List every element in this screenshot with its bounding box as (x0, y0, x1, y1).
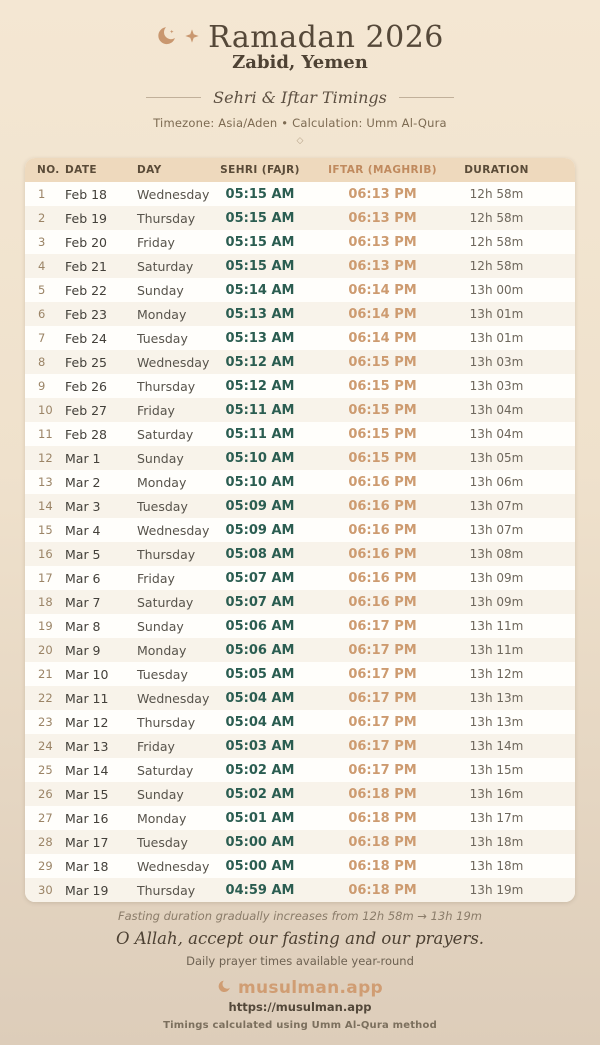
table-row (25, 518, 575, 542)
row-iftar-time: 06:17 PM (348, 666, 417, 682)
row-duration: 12h 58m (469, 259, 524, 273)
row-number: 12 (38, 451, 53, 465)
row-duration: 12h 58m (469, 187, 524, 201)
row-date: Mar 15 (65, 786, 109, 802)
row-day: Thursday (137, 210, 196, 226)
row-day: Sunday (137, 618, 184, 634)
row-iftar-time: 06:16 PM (348, 570, 417, 586)
table-row (25, 278, 575, 302)
location-subtitle: Zabid, Yemen (232, 52, 368, 73)
row-duration: 13h 13m (469, 691, 524, 705)
row-day: Sunday (137, 786, 184, 802)
row-duration: 13h 11m (469, 643, 524, 657)
col-header-day: DAY (137, 164, 162, 176)
row-day: Thursday (137, 882, 196, 898)
row-iftar-time: 06:18 PM (348, 882, 417, 898)
row-number: 7 (38, 331, 46, 345)
row-sehri-time: 05:07 AM (225, 594, 295, 610)
row-date: Mar 14 (65, 762, 109, 778)
four-pointed-star-icon (184, 28, 200, 48)
row-number: 9 (38, 379, 46, 393)
row-day: Thursday (137, 378, 196, 394)
row-number: 10 (38, 403, 53, 417)
row-date: Mar 3 (65, 498, 101, 514)
row-duration: 13h 13m (469, 715, 524, 729)
table-row (25, 470, 575, 494)
row-date: Feb 24 (65, 330, 108, 346)
row-sehri-time: 05:09 AM (225, 522, 295, 538)
row-iftar-time: 06:17 PM (348, 738, 417, 754)
row-iftar-time: 06:18 PM (348, 834, 417, 850)
row-duration: 13h 17m (469, 811, 524, 825)
row-number: 4 (38, 259, 46, 273)
row-duration: 13h 07m (469, 523, 524, 537)
timings-table (25, 158, 575, 902)
row-day: Sunday (137, 450, 184, 466)
row-duration: 13h 09m (469, 571, 524, 585)
row-date: Feb 27 (65, 402, 108, 418)
row-day: Tuesday (137, 834, 188, 850)
row-iftar-time: 06:18 PM (348, 810, 417, 826)
row-duration: 13h 04m (469, 403, 524, 417)
table-row (25, 542, 575, 566)
brand-url: https://musulman.app (228, 1000, 372, 1014)
row-date: Feb 19 (65, 210, 108, 226)
row-number: 19 (38, 619, 53, 633)
row-iftar-time: 06:14 PM (348, 306, 417, 322)
table-row (25, 422, 575, 446)
row-duration: 13h 18m (469, 859, 524, 873)
row-sehri-time: 05:15 AM (225, 210, 295, 226)
table-row (25, 734, 575, 758)
row-sehri-time: 05:06 AM (225, 642, 295, 658)
row-number: 15 (38, 523, 53, 537)
row-iftar-time: 06:15 PM (348, 426, 417, 442)
row-date: Mar 12 (65, 714, 109, 730)
row-iftar-time: 06:13 PM (348, 186, 417, 202)
row-date: Mar 9 (65, 642, 101, 658)
row-duration: 12h 58m (469, 211, 524, 225)
row-number: 29 (38, 859, 53, 873)
table-row (25, 446, 575, 470)
row-date: Mar 19 (65, 882, 109, 898)
row-number: 2 (38, 211, 46, 225)
table-row (25, 182, 575, 206)
row-date: Feb 21 (65, 258, 108, 274)
col-header-sehri: SEHRI (FAJR) (220, 164, 300, 176)
row-date: Mar 13 (65, 738, 109, 754)
row-sehri-time: 05:02 AM (225, 762, 295, 778)
row-sehri-time: 05:13 AM (225, 306, 295, 322)
row-duration: 13h 14m (469, 739, 524, 753)
row-day: Thursday (137, 714, 196, 730)
row-duration: 13h 04m (469, 427, 524, 441)
row-day: Wednesday (137, 354, 210, 370)
diamond-ornament: ◇ (296, 136, 304, 146)
row-sehri-time: 05:15 AM (225, 186, 295, 202)
row-day: Wednesday (137, 186, 210, 202)
table-row (25, 614, 575, 638)
row-date: Feb 20 (65, 234, 108, 250)
row-iftar-time: 06:17 PM (348, 690, 417, 706)
availability-note: Daily prayer times available year-round (186, 954, 414, 968)
row-date: Feb 26 (65, 378, 108, 394)
divider-line-left (146, 97, 201, 98)
row-duration: 13h 08m (469, 547, 524, 561)
page-footer (0, 909, 600, 1031)
row-sehri-time: 05:06 AM (225, 618, 295, 634)
row-day: Saturday (137, 762, 194, 778)
row-number: 30 (38, 883, 53, 897)
row-sehri-time: 05:05 AM (225, 666, 295, 682)
row-number: 28 (38, 835, 53, 849)
table-row (25, 830, 575, 854)
row-duration: 13h 06m (469, 475, 524, 489)
row-date: Feb 25 (65, 354, 108, 370)
row-sehri-time: 05:04 AM (225, 690, 295, 706)
row-number: 13 (38, 475, 53, 489)
row-duration: 13h 18m (469, 835, 524, 849)
row-sehri-time: 05:09 AM (225, 498, 295, 514)
row-sehri-time: 05:08 AM (225, 546, 295, 562)
timings-table-card (25, 158, 575, 902)
row-number: 20 (38, 643, 53, 657)
row-iftar-time: 06:16 PM (348, 546, 417, 562)
row-number: 25 (38, 763, 53, 777)
col-header-iftar: IFTAR (MAGHRIB) (328, 164, 437, 176)
row-date: Mar 6 (65, 570, 101, 586)
table-row (25, 230, 575, 254)
table-row (25, 638, 575, 662)
brand-crescent-icon (217, 979, 232, 998)
crescent-moon-star-icon (156, 25, 178, 51)
row-iftar-time: 06:15 PM (348, 402, 417, 418)
table-row (25, 710, 575, 734)
table-row (25, 494, 575, 518)
row-number: 27 (38, 811, 53, 825)
page-header (0, 0, 600, 146)
row-sehri-time: 05:10 AM (225, 450, 295, 466)
row-iftar-time: 06:16 PM (348, 498, 417, 514)
divider-line-right (399, 97, 454, 98)
row-number: 5 (38, 283, 46, 297)
row-sehri-time: 05:04 AM (225, 714, 295, 730)
row-day: Monday (137, 474, 187, 490)
row-iftar-time: 06:15 PM (348, 450, 417, 466)
row-iftar-time: 06:14 PM (348, 282, 417, 298)
row-day: Monday (137, 306, 187, 322)
table-row (25, 350, 575, 374)
row-iftar-time: 06:13 PM (348, 234, 417, 250)
row-day: Saturday (137, 258, 194, 274)
table-row (25, 206, 575, 230)
row-iftar-time: 06:15 PM (348, 354, 417, 370)
row-day: Wednesday (137, 522, 210, 538)
row-duration: 13h 11m (469, 619, 524, 633)
row-number: 22 (38, 691, 53, 705)
row-number: 24 (38, 739, 53, 753)
table-row (25, 566, 575, 590)
col-header-date: DATE (65, 164, 97, 176)
row-iftar-time: 06:17 PM (348, 642, 417, 658)
dua-text: O Allah, accept our fasting and our prayers. (115, 929, 485, 948)
table-row (25, 662, 575, 686)
table-row (25, 758, 575, 782)
row-iftar-time: 06:16 PM (348, 594, 417, 610)
row-number: 8 (38, 355, 46, 369)
row-date: Feb 22 (65, 282, 108, 298)
row-number: 11 (38, 427, 53, 441)
row-duration: 13h 03m (469, 379, 524, 393)
row-duration: 13h 05m (469, 451, 524, 465)
row-sehri-time: 05:10 AM (225, 474, 295, 490)
table-row (25, 686, 575, 710)
row-date: Mar 8 (65, 618, 101, 634)
row-date: Mar 18 (65, 858, 109, 874)
table-row (25, 398, 575, 422)
row-sehri-time: 05:14 AM (225, 282, 295, 298)
row-date: Feb 18 (65, 186, 108, 202)
row-day: Friday (137, 738, 175, 754)
row-number: 14 (38, 499, 53, 513)
row-day: Friday (137, 402, 175, 418)
brand-name: musulman.app (237, 978, 384, 998)
row-iftar-time: 06:14 PM (348, 330, 417, 346)
row-sehri-time: 05:02 AM (225, 786, 295, 802)
row-duration: 13h 00m (469, 283, 524, 297)
row-date: Feb 23 (65, 306, 108, 322)
row-day: Tuesday (137, 330, 188, 346)
row-duration: 13h 19m (469, 883, 524, 897)
row-date: Feb 28 (65, 426, 108, 442)
row-number: 26 (38, 787, 53, 801)
row-date: Mar 1 (65, 450, 101, 466)
row-date: Mar 5 (65, 546, 101, 562)
row-iftar-time: 06:13 PM (348, 210, 417, 226)
row-iftar-time: 06:16 PM (348, 474, 417, 490)
row-iftar-time: 06:15 PM (348, 378, 417, 394)
row-day: Friday (137, 234, 175, 250)
table-row (25, 878, 575, 902)
row-day: Friday (137, 570, 175, 586)
section-subtitle-row (0, 88, 600, 107)
row-number: 21 (38, 667, 53, 681)
row-iftar-time: 06:18 PM (348, 786, 417, 802)
row-day: Saturday (137, 594, 194, 610)
col-header-no: NO. (37, 164, 60, 176)
row-duration: 13h 01m (469, 331, 524, 345)
row-duration: 13h 01m (469, 307, 524, 321)
fasting-range-note: Fasting duration gradually increases from 12h 58m → 13h 19m (117, 909, 483, 923)
section-subtitle: Sehri & Iftar Timings (213, 88, 387, 107)
row-date: Mar 11 (65, 690, 109, 706)
row-sehri-time: 04:59 AM (225, 882, 295, 898)
row-day: Thursday (137, 546, 196, 562)
row-sehri-time: 05:07 AM (225, 570, 295, 586)
table-row (25, 374, 575, 398)
row-day: Sunday (137, 282, 184, 298)
row-number: 18 (38, 595, 53, 609)
row-duration: 13h 12m (469, 667, 524, 681)
row-sehri-time: 05:12 AM (225, 378, 295, 394)
row-date: Mar 2 (65, 474, 101, 490)
row-duration: 13h 03m (469, 355, 524, 369)
table-row (25, 782, 575, 806)
row-date: Mar 16 (65, 810, 109, 826)
row-day: Tuesday (137, 498, 188, 514)
row-iftar-time: 06:16 PM (348, 522, 417, 538)
row-number: 16 (38, 547, 53, 561)
table-row (25, 854, 575, 878)
table-row (25, 590, 575, 614)
row-number: 1 (38, 187, 46, 201)
table-row (25, 302, 575, 326)
table-row (25, 326, 575, 350)
row-sehri-time: 05:12 AM (225, 354, 295, 370)
row-duration: 12h 58m (469, 235, 524, 249)
brand-row (0, 978, 600, 998)
row-day: Wednesday (137, 690, 210, 706)
row-sehri-time: 05:00 AM (225, 858, 295, 874)
row-sehri-time: 05:13 AM (225, 330, 295, 346)
row-iftar-time: 06:18 PM (348, 858, 417, 874)
row-duration: 13h 09m (469, 595, 524, 609)
row-sehri-time: 05:15 AM (225, 258, 295, 274)
row-number: 3 (38, 235, 46, 249)
row-sehri-time: 05:11 AM (225, 426, 295, 442)
row-date: Mar 17 (65, 834, 109, 850)
row-sehri-time: 05:03 AM (225, 738, 295, 754)
title-row (0, 20, 600, 55)
col-header-duration: DURATION (464, 164, 529, 176)
row-iftar-time: 06:17 PM (348, 618, 417, 634)
row-date: Mar 10 (65, 666, 109, 682)
row-duration: 13h 15m (469, 763, 524, 777)
calculation-method-note: Timings calculated using Umm Al-Qura method (163, 1020, 437, 1031)
row-sehri-time: 05:15 AM (225, 234, 295, 250)
table-row (25, 806, 575, 830)
row-day: Tuesday (137, 666, 188, 682)
row-sehri-time: 05:00 AM (225, 834, 295, 850)
row-day: Monday (137, 810, 187, 826)
page-title: Ramadan 2026 (208, 20, 444, 55)
row-sehri-time: 05:11 AM (225, 402, 295, 418)
row-number: 17 (38, 571, 53, 585)
row-date: Mar 7 (65, 594, 101, 610)
row-number: 23 (38, 715, 53, 729)
row-day: Monday (137, 642, 187, 658)
row-iftar-time: 06:17 PM (348, 714, 417, 730)
row-duration: 13h 16m (469, 787, 524, 801)
row-iftar-time: 06:13 PM (348, 258, 417, 274)
row-iftar-time: 06:17 PM (348, 762, 417, 778)
timezone-calculation-meta: Timezone: Asia/Aden • Calculation: Umm Al-Qura (153, 116, 447, 130)
row-duration: 13h 07m (469, 499, 524, 513)
row-day: Saturday (137, 426, 194, 442)
row-date: Mar 4 (65, 522, 101, 538)
row-number: 6 (38, 307, 46, 321)
table-header-row (25, 158, 575, 182)
table-row (25, 254, 575, 278)
row-day: Wednesday (137, 858, 210, 874)
row-sehri-time: 05:01 AM (225, 810, 295, 826)
